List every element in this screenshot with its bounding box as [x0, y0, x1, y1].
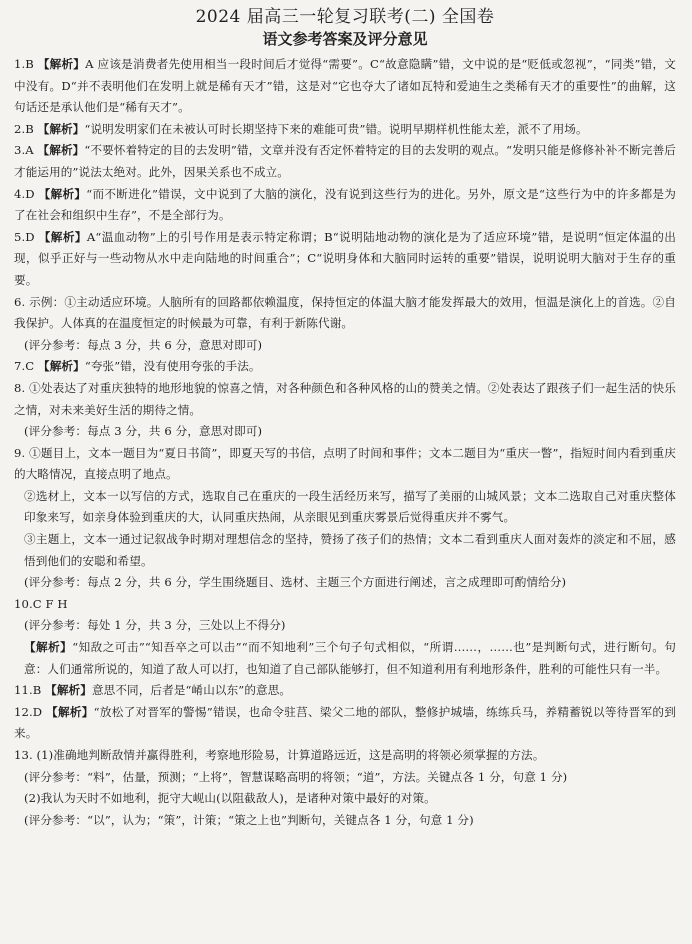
analysis-tag: 【解析】	[24, 640, 73, 655]
answer-paragraph	[14, 378, 676, 421]
answer-paragraph	[14, 486, 676, 529]
answer-paragraph	[14, 335, 676, 357]
analysis-tag: 【解析】	[37, 57, 86, 71]
answer-text: A 应该是消费者先使用相当一段时间后才觉得“需要”。C“故意隐瞒”错，文中说的是“贬低或忽视”，“同类”错，文中没有。D“并不表明他们在发明上就是稀有天才”错，这是对“它也夺大了诸如瓦特和爱迪生之类稀有天才的重要性”的曲解，这句话还是承认他们是“稀有天才”。	[14, 57, 676, 115]
answer-paragraph	[14, 615, 676, 637]
answer-paragraph	[14, 119, 676, 141]
analysis-tag: 【解析】	[37, 143, 85, 158]
question-number: 11.B	[14, 683, 46, 698]
answer-paragraph	[14, 529, 676, 572]
answer-paragraph	[14, 184, 676, 227]
answer-paragraph	[14, 227, 676, 292]
answer-text: (1)准确地判断敌情并赢得胜利，考察地形险易，计算道路远近，这是高明的将领必须掌握的方法。	[36, 748, 545, 762]
question-number: 13.	[14, 748, 37, 762]
answer-text: ③主题上，文本一通过记叙战争时期对理想信念的坚持，赞扬了孩子们的热情；文本二看到重庆人面对轰炸的淡定和不屈，感悟到他们的安聪和希望。	[24, 532, 676, 568]
question-number: 4.D	[14, 186, 39, 201]
answer-text: ①处表达了对重庆独特的地形地貌的惊喜之情，对各种颜色和各种风格的山的赞美之情。②处表达了跟孩子们一起生活的快乐之情，对未来美好生活的期待之情。	[14, 380, 676, 417]
answer-paragraph	[14, 788, 676, 810]
question-number: 12.D	[14, 704, 47, 719]
answer-text: (评分参考：每点 2 分，共 6 分，学生围绕题目、选材、主题三个方面进行阐述，言之成理即可酌情给分)	[24, 575, 567, 590]
answer-text: “放松了对晋军的警惕”错误，也命令驻莒、梁父二地的部队，整修护城墙，练练兵马，养精蓄锐以等待晋军的到来。	[14, 704, 676, 741]
answer-paragraph	[14, 572, 676, 594]
question-number: 7.C	[14, 359, 39, 374]
answer-paragraph	[14, 54, 676, 119]
question-number: 10.C F H	[14, 596, 68, 611]
question-number: 5.D	[14, 229, 39, 244]
answer-text: A“温血动物”上的引号作用是表示特定称谓；B“说明陆地动物的演化是为了适应环境”错，是说明“恒定体温的出现，似乎正好与一些动物从水中走向陆地的时间重合”；C“说明身体和大脑同时运转的重要”错误，说明说明大脑对于生存的重要。	[14, 229, 677, 287]
answer-paragraph	[14, 810, 676, 832]
answer-paragraph	[14, 443, 676, 486]
answer-text: (评分参考：“以”，认为；“策”，计策；“策之上也”判断句，关键点各 1 分，句意 1 分)	[24, 812, 474, 827]
analysis-tag: 【解析】	[38, 359, 85, 374]
question-number: 6.	[14, 294, 30, 309]
answer-text: (评分参考：每点 3 分，共 6 分，意思对即可)	[24, 424, 263, 439]
answer-text: (评分参考：每处 1 分，共 3 分，三处以上不得分)	[24, 618, 286, 633]
answer-text: 意思不同，后者是“崤山以东”的意思。	[91, 683, 292, 698]
answer-paragraph	[14, 594, 676, 616]
answer-text: “知敌之可击”“知吾卒之可以击”“而不知地利”三个句子句式相似，“所谓……，……也”是判断句式，进行断句。句意：人们通常所说的，知道了敌人可以打，也知道了自己部队能够打，但不知道利用有利地形条件，胜利的可能性只有一半。	[24, 640, 676, 676]
answer-paragraph	[14, 702, 676, 745]
question-number: 3.A	[14, 143, 38, 158]
analysis-tag: 【解析】	[45, 683, 92, 698]
answer-text: 示例：①主动适应环境。人脑所有的回路都依赖温度，保持恒定的体温大脑才能发挥最大的效用，恒温是演化上的首选。②自我保护。人体真的在温度恒定的时候最为可靠，有利于新陈代谢。	[14, 294, 676, 331]
answer-text: ①题目上，文本一题目为“夏日书简”，即夏天写的书信，点明了时间和事件；文本二题目为“重庆一瞥”，指短时间内看到重庆的大略情况，直接点明了地点。	[14, 445, 676, 482]
answer-list	[14, 54, 676, 831]
question-number: 2.B	[14, 121, 38, 136]
analysis-tag: 【解析】	[46, 704, 94, 719]
answer-paragraph	[14, 745, 676, 767]
answer-paragraph	[14, 292, 676, 335]
answer-text: ②选材上，文本一以写信的方式，选取自己在重庆的一段生活经历来写，描写了美丽的山城风景；文本二选取自己对重庆整体印象来写，如亲身体验到重庆的大，认同重庆热闹，从亲眼见到重庆雾景后觉得重庆并不雾气。	[24, 488, 676, 525]
question-number: 9.	[14, 445, 30, 460]
question-number: 8.	[14, 380, 30, 395]
answer-paragraph	[14, 637, 676, 680]
answer-text: (评分参考：“料”，估量，预测；“上将”，智慧谋略高明的将领；“道”，方法。关键点各 1 分，句意 1 分)	[24, 769, 568, 784]
question-number: 1.B	[14, 57, 38, 71]
answer-text: “说明发明家们在未被认可时长期坚持下来的难能可贵”错。说明早期样机性能太差，派不了用场。	[84, 121, 588, 136]
analysis-tag: 【解析】	[38, 229, 87, 244]
answer-text: (评分参考：每点 3 分，共 6 分，意思对即可)	[24, 337, 263, 352]
answer-paragraph	[14, 421, 676, 443]
answer-paragraph	[14, 140, 676, 183]
analysis-tag: 【解析】	[38, 186, 87, 201]
answer-paragraph	[14, 767, 676, 789]
answer-paragraph	[14, 680, 676, 702]
answer-paragraph	[14, 356, 676, 378]
answer-text: “夸张”错，没有使用夸张的手法。	[84, 359, 261, 374]
answer-text: “而不断进化”错误，文中说到了大脑的演化，没有说到这些行为的进化。另外，原文是“这些行为中的许多都是为了在社会和组织中生存”，不是全部行为。	[14, 186, 676, 223]
answer-text: (2)我认为天时不如地利，扼守大岘山(以阻截敌人)，是诸种对策中最好的对策。	[24, 791, 436, 806]
document-title: 2024 届高三一轮复习联考(二) 全国卷	[195, 7, 495, 27]
answer-text: “不要怀着特定的目的去发明”错，文章并没有否定怀着特定的目的去发明的观点。“发明只能是修修补补不断完善后才能运用的”说法太绝对。此外，因果关系也不成立。	[14, 143, 676, 179]
analysis-tag: 【解析】	[37, 121, 85, 136]
document-subtitle: 语文参考答案及评分意见	[262, 30, 428, 48]
